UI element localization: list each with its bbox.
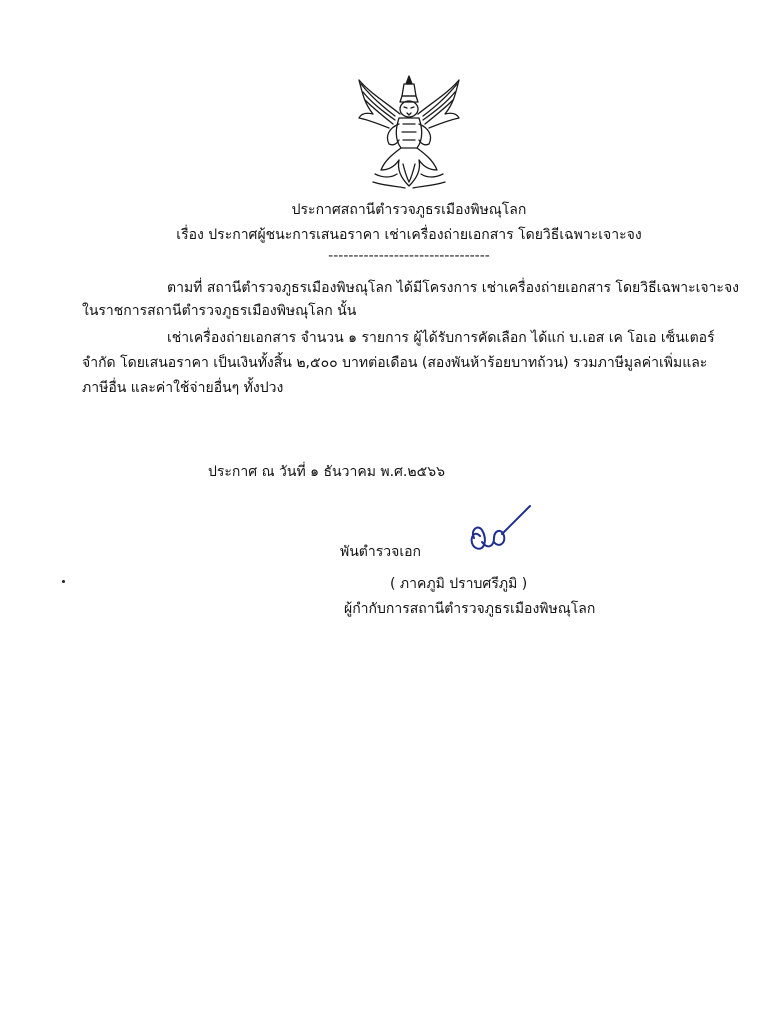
separator-line: --------------------------------	[328, 248, 490, 264]
signer-position: ผู้กำกับการสถานีตำรวจภูธรเมืองพิษณุโลก	[344, 601, 596, 617]
handwritten-signature	[458, 500, 538, 560]
paragraph-1-line-2: ในราชการสถานีตำรวจภูธรเมืองพิษณุโลก นั้น	[82, 303, 357, 319]
paragraph-2-line-3: ภาษีอื่น และค่าใช้จ่ายอื่นๆ ทั้งปวง	[82, 380, 284, 396]
stray-dot-mark	[62, 580, 65, 583]
signer-name: ( ภาคภูมิ ปราบศรีภูมิ )	[390, 576, 528, 592]
announcement-subject: เรื่อง ประกาศผู้ชนะการเสนอราคา เช่าเครื่องถ่ายเอกสาร โดยวิธีเฉพาะเจาะจง	[176, 227, 642, 243]
paragraph-2-line-1: เช่าเครื่องถ่ายเอกสาร จำนวน ๑ รายการ ผู้ได้รับการคัดเลือก ได้แก่ บ.เอส เค โอเอ เซ็นเตอร์	[167, 330, 715, 346]
announcement-title: ประกาศสถานีตำรวจภูธรเมืองพิษณุโลก	[291, 202, 527, 218]
signer-rank: พันตำรวจเอก	[340, 544, 422, 560]
garuda-emblem-icon	[355, 74, 463, 192]
paragraph-2-line-2: จำกัด โดยเสนอราคา เป็นเงินทั้งสิ้น ๒,๕๐๐ บาทต่อเดือน (สองพันห้าร้อยบาทถ้วน) รวมภาษีมูลค่าเพิ่มและ	[82, 355, 708, 371]
announcement-date: ประกาศ ณ วันที่ ๑ ธันวาคม พ.ศ.๒๕๖๖	[208, 464, 445, 480]
paragraph-1-line-1: ตามที่ สถานีตำรวจภูธรเมืองพิษณุโลก ได้มีโครงการ เช่าเครื่องถ่ายเอกสาร โดยวิธีเฉพาะเจาะจง	[167, 280, 739, 296]
